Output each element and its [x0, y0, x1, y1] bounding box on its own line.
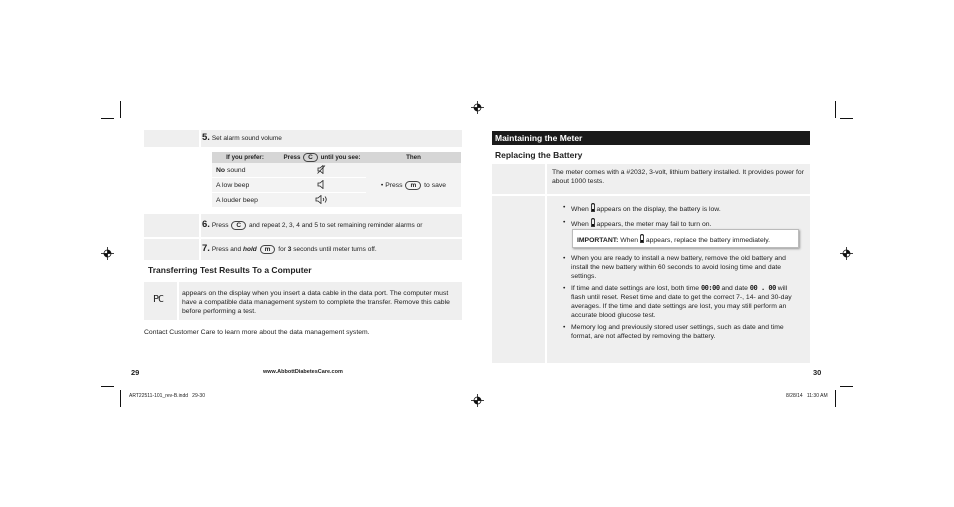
crop-mark — [120, 390, 121, 407]
bullet-mid: and date — [721, 285, 748, 292]
footer-url: www.AbbottDiabetesCare.com — [263, 369, 343, 375]
step7 — [202, 244, 377, 254]
list-item — [563, 284, 803, 320]
step-prefix: Press and — [211, 246, 242, 253]
step-text: and repeat 2, 3, 4 and 5 to set remaining reminder alarms or — [248, 222, 423, 229]
list-item: • Memory log and previously stored user settings, such as date and time format, are not affected by removing the battery. — [563, 323, 803, 341]
transfer-text: appears on the display when you insert a data cable in the data port. The computer must have a compatible data management system to complete the transfer. Remove this cable before performing a test. — [182, 290, 450, 315]
registration-mark-icon — [471, 101, 484, 114]
then-prefix: • Press — [380, 181, 403, 189]
pc-display-icon: PC — [153, 294, 164, 305]
step-mid: for — [278, 246, 286, 253]
bullet-text: will flash until reset. Reset time and date to get the correct 7-, 14- and 30-day averages. If the time and date settings are lost, you may still perform an accurate blood glucose test. — [571, 285, 792, 319]
crop-mark — [101, 118, 114, 119]
intro-text: The meter comes with a #2032, 3-volt, lithium battery installed. It provides power for about 1000 tests. — [552, 169, 804, 185]
hold-text: hold — [243, 246, 257, 253]
m-button-icon: m — [260, 245, 276, 254]
table-cell: A low beep — [212, 178, 278, 193]
bullet-text: appears, the meter may fail to turn on. — [596, 220, 712, 228]
battery-low-icon — [591, 203, 595, 215]
bullet-text: appears on the display, the battery is low. — [596, 205, 721, 213]
table-header: Then — [366, 152, 461, 163]
contact-text: Contact Customer Care to learn more about the data management system. — [144, 329, 370, 336]
step7-band-left — [144, 239, 199, 260]
page-number-left: 29 — [131, 368, 140, 377]
step-number: 6. — [202, 219, 210, 230]
bullets-band-left — [492, 196, 545, 363]
step-text: seconds until meter turns off. — [293, 246, 377, 253]
header-title: Maintaining the Meter — [495, 133, 583, 143]
battery-low-icon — [640, 234, 644, 246]
registration-mark-icon — [101, 247, 114, 260]
seconds-value: 3 — [287, 246, 292, 253]
section-title: Transferring Test Results To a Computer — [148, 265, 312, 275]
step-number: 7. — [202, 243, 210, 254]
crop-mark — [101, 386, 114, 387]
bullet-prefix: When — [571, 220, 589, 228]
crop-mark — [120, 101, 121, 118]
step-text: Set alarm sound volume — [211, 135, 282, 142]
header-bar — [492, 131, 810, 145]
date-display: 00 . 00 — [749, 284, 776, 292]
bullet-prefix: If time and date settings are lost, both time — [571, 285, 700, 292]
then-cell — [366, 163, 461, 208]
then-suffix: to save — [424, 181, 447, 189]
header-until: until you see: — [320, 154, 361, 161]
step5-band-left — [144, 130, 199, 147]
c-button-icon: C — [303, 153, 318, 162]
step6 — [202, 220, 422, 230]
important-prefix: When — [620, 236, 639, 244]
step6-band-left — [144, 214, 199, 237]
crop-mark — [835, 101, 836, 118]
table-cell: A louder beep — [212, 193, 278, 208]
table-row — [212, 163, 461, 178]
speaker-loud-icon — [278, 193, 366, 208]
page-number-right: 30 — [813, 368, 822, 377]
step-prefix: Press — [211, 222, 229, 229]
time-display: 00:00 — [700, 284, 720, 292]
list-item — [563, 203, 803, 215]
crop-mark — [840, 118, 853, 119]
slug-file: ART22511-101_rev-B.indd 29-30 — [129, 393, 205, 399]
table-header — [278, 152, 366, 163]
table-cell — [212, 163, 278, 178]
important-text: appears, replace the battery immediately. — [645, 236, 771, 244]
sound-table — [212, 152, 461, 208]
table-header: If you prefer: — [212, 152, 278, 163]
slug-date: 8/28/14 11:30 AM — [786, 393, 828, 399]
registration-mark-icon — [471, 394, 484, 407]
m-button-icon: m — [405, 181, 421, 190]
c-button-icon: C — [231, 221, 246, 230]
crop-mark — [840, 386, 853, 387]
step5 — [202, 133, 282, 143]
speaker-mute-icon — [278, 163, 366, 178]
bottom-bullets — [563, 254, 803, 344]
row-label: sound — [225, 166, 246, 174]
crop-mark — [835, 390, 836, 407]
intro-band-left — [492, 164, 545, 194]
registration-mark-icon — [840, 247, 853, 260]
list-item: • When you are ready to install a new battery, remove the old battery and install the new battery within 60 seconds to avoid losing time and date settings. — [563, 254, 803, 281]
important-label: IMPORTANT: — [577, 236, 619, 244]
step-number: 5. — [202, 132, 210, 143]
speaker-low-icon — [278, 178, 366, 193]
bullet-prefix: When — [571, 205, 589, 213]
row-bold: No — [216, 166, 226, 174]
header-press: Press — [283, 154, 301, 161]
important-box — [572, 229, 799, 248]
subtitle: Replacing the Battery — [495, 150, 583, 160]
